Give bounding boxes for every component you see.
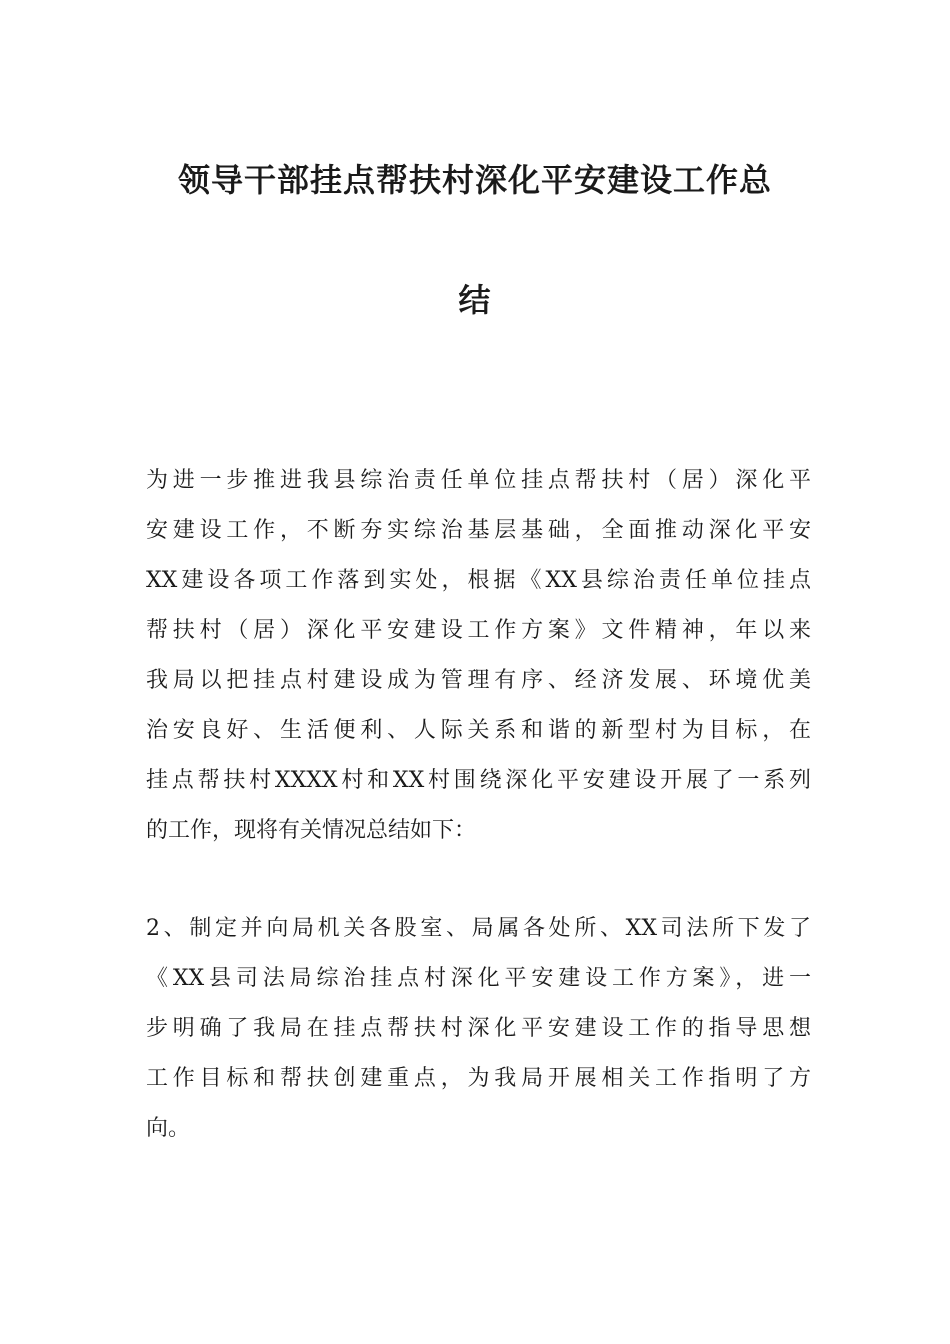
paragraph-line: 工作目标和帮扶创建重点，为我局开展相关工作指明了方: [146, 1066, 811, 1091]
paragraph-line: 为进一步推进我县综治责任单位挂点帮扶村（居）深化平: [146, 468, 811, 493]
paragraph-line: 挂点帮扶村XXXX村和XX村围绕深化平安建设开展了一系列: [146, 768, 811, 793]
paragraph-line: 步明确了我局在挂点帮扶村深化平安建设工作的指导思想: [146, 1016, 811, 1041]
paragraph-line: 我局以把挂点村建设成为管理有序、经济发展、环境优美: [146, 668, 811, 693]
paragraph-line: 的工作，现将有关情况总结如下：: [146, 818, 477, 843]
paragraph-line: 《XX县司法局综治挂点村深化平安建设工作方案》，进一: [146, 966, 811, 991]
body-paragraph-intro: [146, 456, 811, 856]
document-title-line-2: 结: [458, 281, 492, 319]
paragraph-line: 治安良好、生活便利、人际关系和谐的新型村为目标，在: [146, 718, 811, 743]
paragraph-line: 帮扶村（居）深化平安建设工作方案》文件精神，年以来: [146, 618, 811, 643]
paragraph-line: XX建设各项工作落到实处，根据《XX县综治责任单位挂点: [146, 568, 811, 593]
document-title-line-1: 领导干部挂点帮扶村深化平安建设工作总: [177, 161, 772, 199]
body-paragraph-item-2: [146, 904, 811, 1154]
paragraph-line: 安建设工作，不断夯实综治基层基础，全面推动深化平安: [146, 518, 811, 543]
paragraph-line: 2、制定并向局机关各股室、局属各处所、XX司法所下发了: [146, 916, 811, 941]
paragraph-line: 向。: [146, 1116, 191, 1141]
